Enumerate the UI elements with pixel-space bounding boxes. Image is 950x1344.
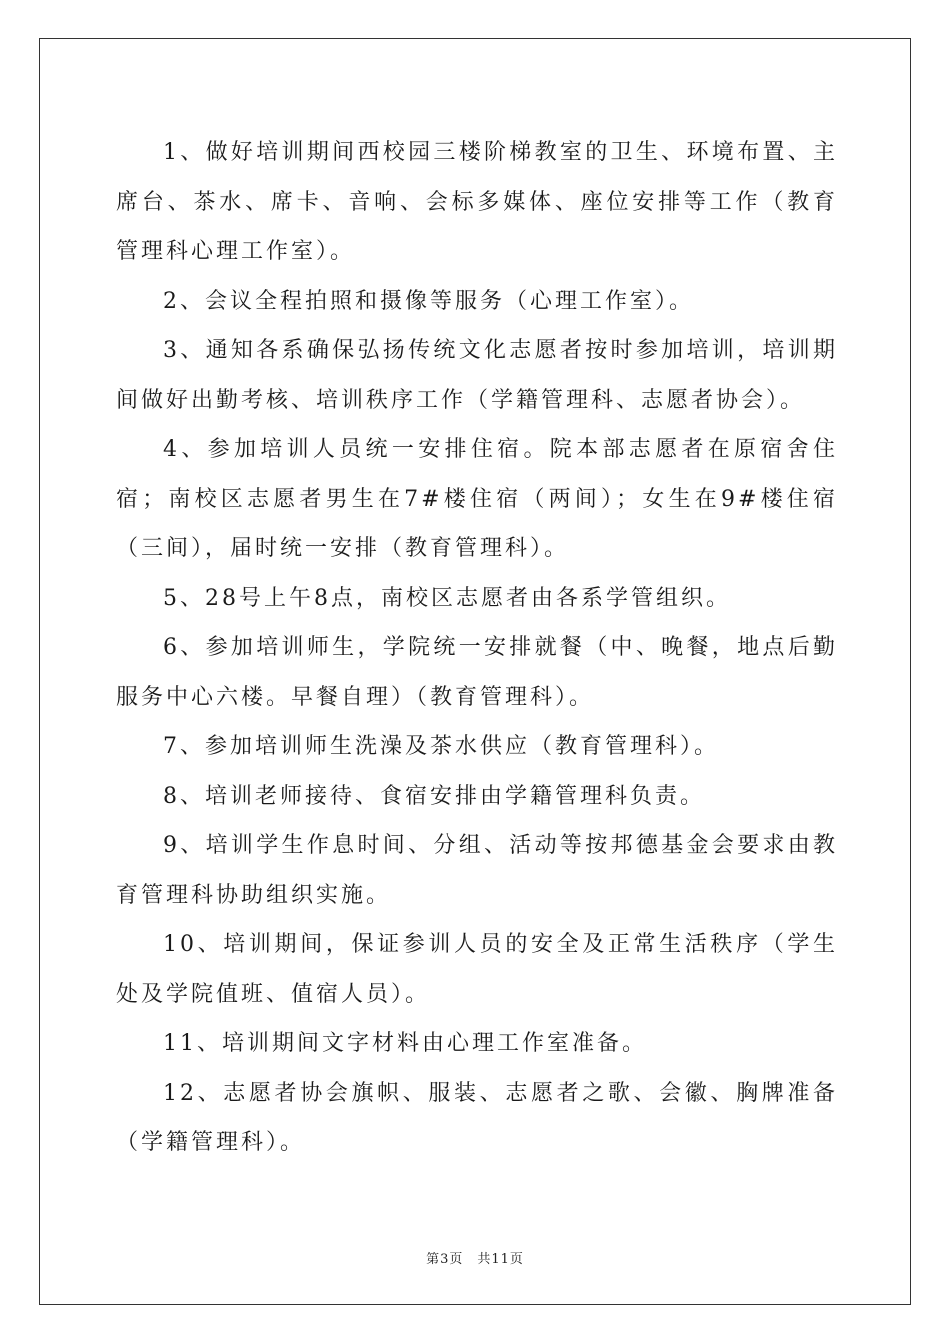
paragraph-8: 8、培训老师接待、食宿安排由学籍管理科负责。 — [163, 783, 705, 809]
paragraph-12: 12、志愿者协会旗帜、服装、志愿者之歌、会徽、胸牌准备（学籍管理科）。 — [116, 1080, 838, 1155]
document-body — [116, 128, 838, 1168]
paragraph-1: 1、做好培训期间西校园三楼阶梯教室的卫生、环境布置、主席台、茶水、席卡、音响、会标多媒体、座位安排等工作（教育管理科心理工作室）。 — [116, 140, 838, 264]
paragraph-7: 7、参加培训师生洗澡及茶水供应（教育管理科）。 — [163, 734, 719, 759]
paragraph-11: 11、培训期间文字材料由心理工作室准备。 — [163, 1031, 647, 1056]
page-number-footer: 第3页 共11页 — [426, 1252, 524, 1267]
paragraph-6: 6、参加培训师生，学院统一安排就餐（中、晚餐，地点后勤服务中心六楼。早餐自理）（教育管理科）。 — [116, 635, 838, 710]
paragraph-2: 2、会议全程拍照和摄像等服务（心理工作室）。 — [163, 288, 694, 314]
paragraph-4: 4、参加培训人员统一安排住宿。院本部志愿者在原宿舍住宿；南校区志愿者男生在7#楼住宿（两间）；女生在9#楼住宿（三间），届时统一安排（教育管理科）。 — [116, 437, 838, 561]
paragraph-5: 5、28号上午8点，南校区志愿者由各系学管组织。 — [163, 585, 731, 611]
paragraph-3: 3、通知各系确保弘扬传统文化志愿者按时参加培训，培训期间做好出勤考核、培训秩序工作（学籍管理科、志愿者协会）。 — [116, 338, 838, 413]
paragraph-9: 9、培训学生作息时间、分组、活动等按邦德基金会要求由教育管理科协助组织实施。 — [116, 833, 838, 908]
paragraph-10: 10、培训期间，保证参训人员的安全及正常生活秩序（学生处及学院值班、值宿人员）。 — [116, 932, 838, 1007]
